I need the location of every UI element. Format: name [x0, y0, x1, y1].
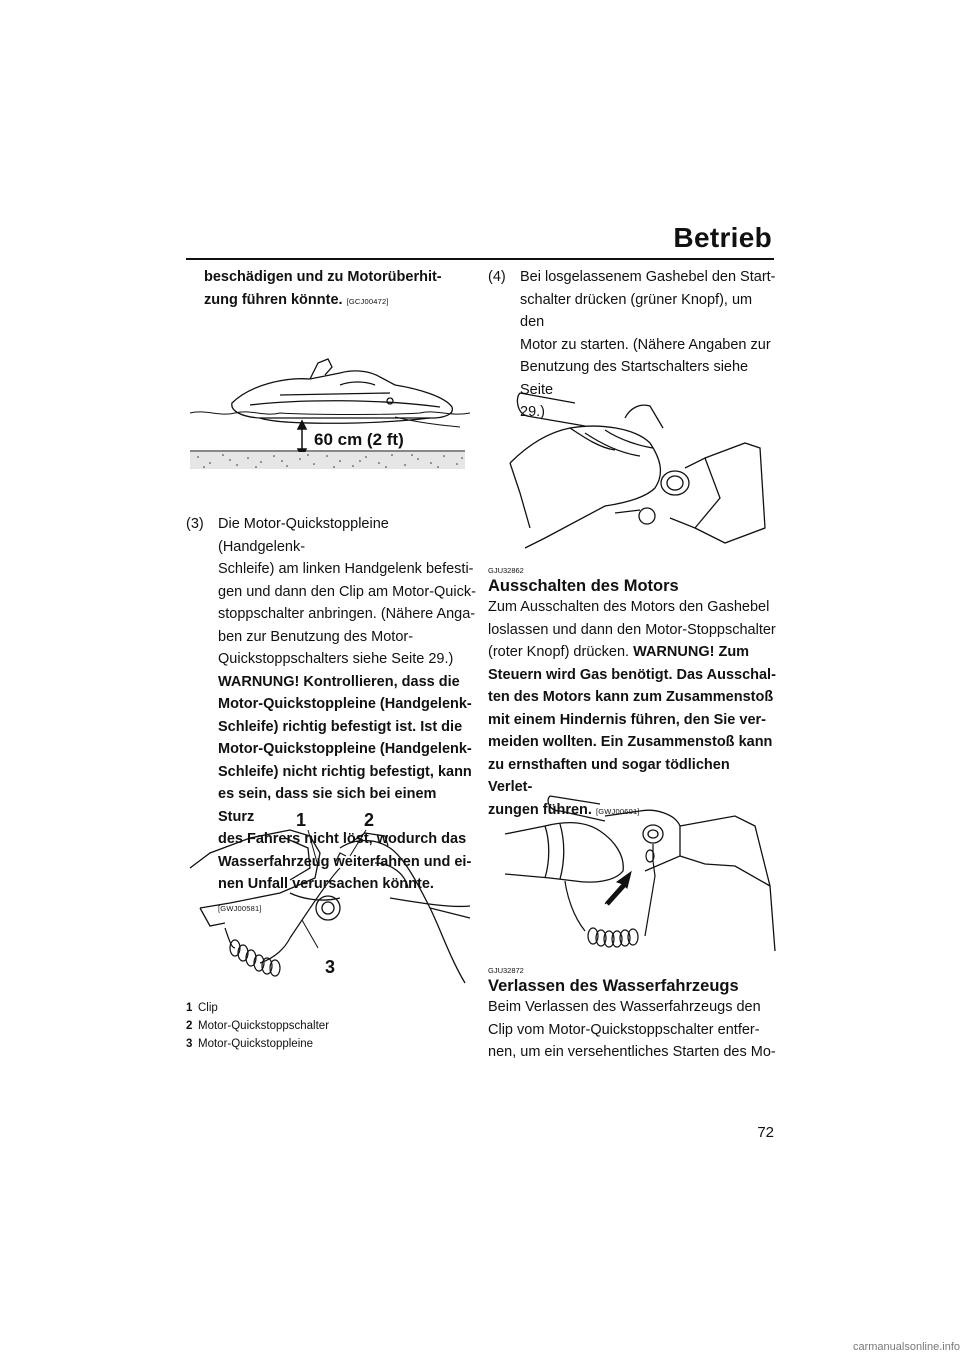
legend-item — [186, 1017, 476, 1035]
section-leaving-craft — [488, 966, 778, 1064]
warning-line: des Fahrers nicht löst, wodurch das — [218, 831, 467, 847]
warning-line: WARNUNG! Kontrollieren, dass die — [218, 673, 460, 690]
warning-line: Schleife) nicht richtig befestigt, kann — [218, 763, 472, 780]
start-hand — [510, 393, 765, 548]
step-4-number: (4) — [488, 269, 506, 285]
section-ref: GJU32862 — [488, 566, 524, 575]
step-4-line: schalter drücken (grüner Knopf), um den — [520, 291, 753, 330]
figure-jetski-clearance — [190, 345, 470, 475]
step-3-line: Die Motor-Quickstoppleine (Handgelenk- — [218, 516, 389, 555]
warning-line: zu ernsthaften und sogar tödlichen Verlet- — [488, 756, 730, 795]
figure-start-button — [505, 388, 775, 553]
warning-line: Wasserfahrzeug weiterfahren und ei- — [218, 853, 472, 870]
warning-cont-line-2 — [204, 289, 476, 314]
callout-2: 2 — [364, 810, 375, 830]
legend-number: 3 — [186, 1038, 193, 1050]
ground-surface — [190, 451, 465, 469]
figure-legend — [186, 999, 476, 1053]
step-3-number: (3) — [186, 516, 204, 532]
legend-text: Motor-Quickstoppleine — [198, 1038, 314, 1050]
step-4-line: 29.) — [520, 404, 545, 420]
step-3-line: Schleife) am linken Handgelenk befesti- — [218, 561, 474, 577]
stop-hand — [505, 796, 775, 951]
header-rule — [186, 258, 774, 260]
page-number: 72 — [757, 1124, 774, 1141]
legend-text: Clip — [198, 1002, 218, 1014]
body-line: nen, um ein versehentliches Starten des Mo- — [488, 1044, 776, 1060]
warning-cont-text: zung führen könnte. — [204, 291, 343, 308]
legend-number: 2 — [186, 1020, 193, 1032]
step-3-line: ben zur Benutzung des Motor- — [218, 628, 414, 645]
direction-arrow — [605, 872, 631, 904]
figure-lanyard-clip — [190, 808, 470, 988]
warning-line: ten des Motors kann zum Zusammenstoß — [488, 689, 774, 705]
legend-item — [186, 999, 476, 1017]
clearance-arrow — [298, 421, 306, 457]
step-3-line: Quickstoppschalters siehe Seite 29.) — [218, 651, 454, 667]
warning-line: Motor-Quickstoppleine (Handgelenk- — [218, 741, 472, 757]
step-4-line: Motor zu starten. (Nähere Angaben zur — [520, 336, 771, 353]
warning-cont-line-1: beschädigen und zu Motorüberhit- — [204, 269, 442, 285]
warning-line: Schleife) richtig befestigt ist. Ist die — [218, 718, 463, 735]
clearance-label: 60 cm (2 ft) — [314, 430, 404, 449]
section-title: Ausschalten des Motors — [488, 577, 679, 595]
clip-lanyard — [565, 844, 655, 947]
watermark: carmanualsonline.info — [852, 1341, 960, 1353]
legend-number: 1 — [186, 1002, 193, 1014]
body-line: Zum Ausschalten des Motors den Gashebel — [488, 599, 770, 615]
section-title: Verlassen des Wasserfahrzeugs — [488, 977, 739, 995]
warning-line: mit einem Hindernis führen, den Sie ver- — [488, 711, 766, 728]
page-title: Betrieb — [673, 222, 772, 253]
step-4-line: Benutzung des Startschalters siehe Seite — [520, 359, 749, 398]
section-ref: GJU32872 — [488, 966, 524, 975]
warning-line: Motor-Quickstoppleine (Handgelenk- — [218, 696, 472, 712]
legend-text: Motor-Quickstoppschalter — [198, 1020, 330, 1032]
body-line: loslassen und dann den Motor-Stoppschalter — [488, 621, 776, 638]
warning-continuation — [186, 266, 476, 313]
step-4-line: Bei losgelassenem Gashebel den Start- — [520, 269, 776, 285]
callout-lines — [302, 830, 366, 948]
body-line: Clip vom Motor-Quickstoppschalter entfer- — [488, 1021, 760, 1038]
warning-code: [GWJ00581] — [218, 903, 262, 913]
warning-line: meiden wollten. Ein Zusammenstoß kann — [488, 734, 773, 750]
warning-code: [GWJ00601] — [595, 806, 640, 816]
body-text: (roter Knopf) drücken. — [488, 644, 634, 660]
warning-line-text: zungen führen. — [488, 801, 592, 818]
callout-1: 1 — [296, 810, 307, 830]
legend-item — [186, 1035, 476, 1053]
step-3-line: gen und dann den Clip am Motor-Quick- — [218, 583, 476, 600]
section-stop-engine — [488, 566, 778, 823]
figure-remove-clip — [505, 786, 775, 956]
section-body — [488, 996, 778, 1064]
warning-line: es sein, dass sie sich bei einem Sturz — [218, 786, 437, 825]
warning-line: Steuern wird Gas benötigt. Das Ausschal- — [488, 666, 776, 683]
step-3-line: stoppschalter anbringen. (Nähere Anga- — [218, 606, 476, 622]
body-line — [488, 641, 778, 664]
warning-start: WARNUNG! Zum — [633, 644, 750, 660]
warning-cont-code: [GCJ00472] — [346, 296, 389, 306]
warning-line-text: nen Unfall verursachen könnte. — [218, 876, 434, 892]
callout-3: 3 — [325, 957, 336, 977]
body-line: Beim Verlassen des Wasserfahrzeugs den — [488, 999, 761, 1015]
